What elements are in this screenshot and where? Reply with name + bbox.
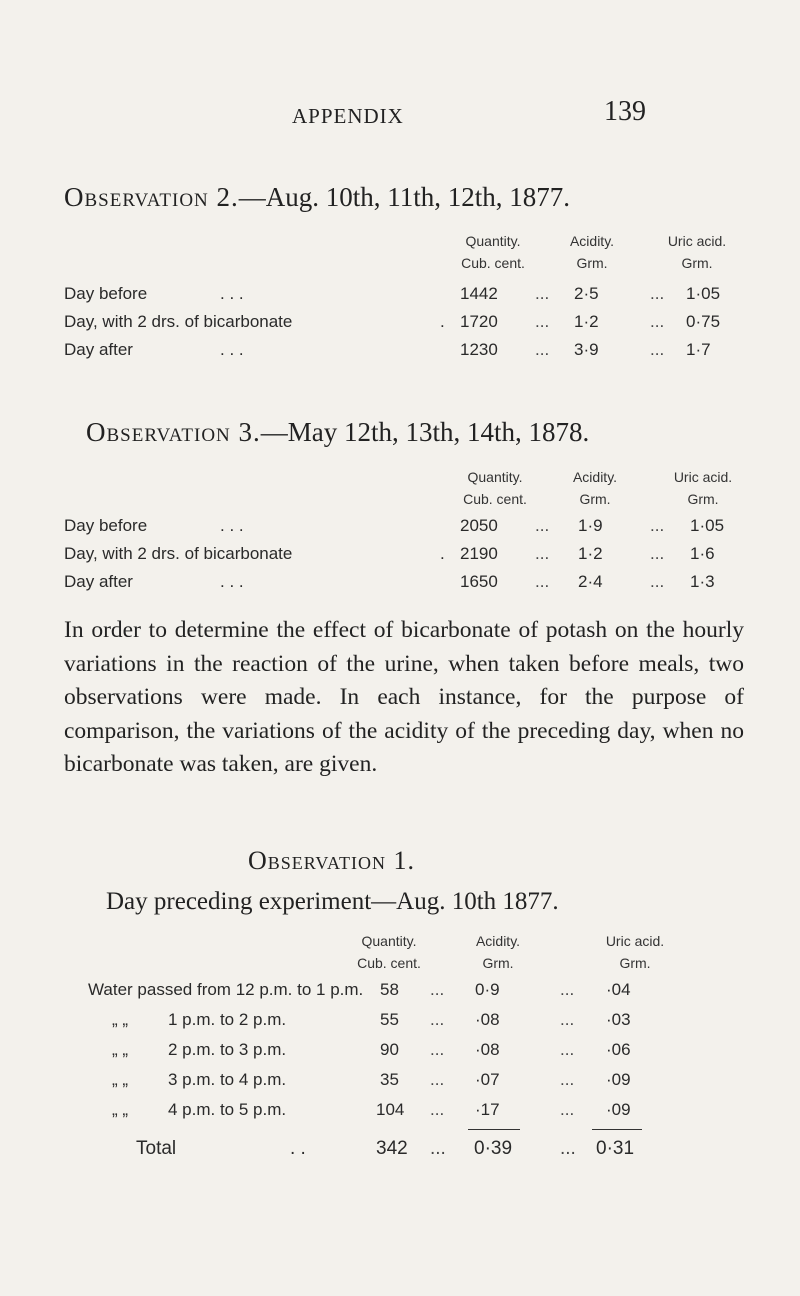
running-head: APPENDIX <box>292 104 404 128</box>
row-label: Water passed from 12 p.m. to 1 p.m. <box>88 980 364 999</box>
uric-value: 1·05 <box>690 516 725 535</box>
leader-dots: ... <box>650 340 665 359</box>
obs2-header-quantity <box>438 230 548 274</box>
row-label: Day after <box>64 572 133 591</box>
row-label: Day before <box>64 284 148 303</box>
total-quantity: 342 <box>376 1138 408 1159</box>
leader-dots: ... <box>560 1138 576 1159</box>
header-unit: Grm. <box>619 955 651 971</box>
leader-dots: ... <box>535 572 550 591</box>
acidity-value: ·07 <box>475 1070 500 1089</box>
leader-dots: . <box>440 312 445 331</box>
uric-value: 1·7 <box>686 340 711 359</box>
acidity-value: ·08 <box>475 1010 500 1029</box>
observation-2-dates: —Aug. 10th, 11th, 12th, 1877. <box>238 182 571 212</box>
sum-rule <box>592 1129 642 1130</box>
uric-value: 1·05 <box>686 284 721 303</box>
sum-rule <box>468 1129 520 1130</box>
acidity-value: 2·5 <box>574 284 599 303</box>
acidity-value: 1·2 <box>574 312 599 331</box>
observation-1-title <box>248 846 415 876</box>
table-row <box>0 1010 800 1040</box>
row-label: Day before <box>64 516 148 535</box>
paragraph-text: In order to determine the effect of bicarbonate of potash on the hourly variations in the reaction of the urine, when taken before meals, two observations were made. In each instance, for the purpose of comparison, the variations of the acidity of the preceding day, when no bicarbonate was taken, are given. <box>64 617 744 777</box>
leader-dots: ... <box>650 516 665 535</box>
leader-dots: ... <box>650 544 665 563</box>
observation-2-title <box>64 182 570 213</box>
ditto-marks: „ „ <box>112 1070 129 1089</box>
acidity-value: 1·2 <box>578 544 603 563</box>
row-label: Day, with 2 drs. of bicarbonate <box>64 312 293 331</box>
uric-value: ·09 <box>606 1070 631 1089</box>
obs2-header-uric <box>642 230 752 274</box>
leader-dots: ... <box>560 1100 575 1119</box>
obs3-header-acidity <box>545 466 645 510</box>
header-line: Quantity. <box>361 933 417 949</box>
header-line: Quantity. <box>467 469 523 485</box>
leader-dots: ... <box>560 1010 575 1029</box>
quantity-value: 2190 <box>460 544 498 563</box>
table-row <box>0 544 800 574</box>
ditto-marks: „ „ <box>112 1010 129 1029</box>
header-unit: Grm. <box>576 255 608 271</box>
row-label: 2 p.m. to 3 p.m. <box>168 1040 287 1059</box>
obs1-header-quantity <box>334 930 444 974</box>
header-unit: Grm. <box>579 491 611 507</box>
leader-dots: . . <box>290 1138 306 1159</box>
table-row <box>0 516 800 546</box>
header-line: Acidity. <box>572 469 618 485</box>
header-line: Uric acid. <box>673 469 733 485</box>
header-line: Uric acid. <box>605 933 665 949</box>
header-unit: Grm. <box>681 255 713 271</box>
header-unit: Cub. cent. <box>357 955 421 971</box>
obs1-header-uric <box>580 930 690 974</box>
acidity-value: 3·9 <box>574 340 599 359</box>
leader-dots: ... <box>535 340 550 359</box>
header-unit: Cub. cent. <box>463 491 527 507</box>
row-label: Day, with 2 drs. of bicarbonate <box>64 544 293 563</box>
observation-3-heading: Observation 3. <box>86 417 261 447</box>
table-row <box>0 284 800 314</box>
row-label: 1 p.m. to 2 p.m. <box>168 1010 287 1029</box>
leader-dots: ... <box>535 544 550 563</box>
uric-value: ·03 <box>606 1010 631 1029</box>
table-row <box>0 1070 800 1100</box>
leader-dots: ... <box>560 980 575 999</box>
leader-dots: ... <box>430 1100 445 1119</box>
leader-dots: ... <box>430 1010 445 1029</box>
table-row <box>0 980 800 1010</box>
quantity-value: 1650 <box>460 572 498 591</box>
uric-value: 0·75 <box>686 312 721 331</box>
quantity-value: 104 <box>376 1100 405 1119</box>
acidity-value: ·08 <box>475 1040 500 1059</box>
acidity-value: 1·9 <box>578 516 603 535</box>
row-label: 4 p.m. to 5 p.m. <box>168 1100 287 1119</box>
body-paragraph <box>64 614 744 782</box>
leader-dots: ... <box>535 312 550 331</box>
ditto-marks: „ „ <box>112 1040 129 1059</box>
ditto-marks: „ „ <box>112 1100 129 1119</box>
obs1-header-acidity <box>448 930 548 974</box>
row-label: Day after <box>64 340 133 359</box>
leader-dots: ... <box>650 572 665 591</box>
observation-3-dates: —May 12th, 13th, 14th, 1878. <box>260 417 590 447</box>
quantity-value: 2050 <box>460 516 498 535</box>
obs3-header-uric <box>648 466 758 510</box>
leader-dots: . . . <box>220 340 244 359</box>
uric-value: 1·3 <box>690 572 715 591</box>
table-row <box>0 1100 800 1130</box>
leader-dots: ... <box>560 1070 575 1089</box>
header-line: Uric acid. <box>667 233 727 249</box>
acidity-value: 2·4 <box>578 572 603 591</box>
row-label: 3 p.m. to 4 p.m. <box>168 1070 287 1089</box>
quantity-value: 1442 <box>460 284 498 303</box>
observation-3-title <box>86 417 589 448</box>
table-row <box>0 312 800 342</box>
total-acidity: 0·39 <box>474 1138 513 1159</box>
uric-value: ·06 <box>606 1040 631 1059</box>
leader-dots: . <box>440 544 445 563</box>
quantity-value: 90 <box>380 1040 399 1059</box>
leader-dots: ... <box>650 312 665 331</box>
leader-dots: ... <box>560 1040 575 1059</box>
leader-dots: . . . <box>220 284 244 303</box>
table-row <box>0 1040 800 1070</box>
total-row <box>0 1138 800 1168</box>
leader-dots: . . . <box>220 572 244 591</box>
leader-dots: ... <box>650 284 665 303</box>
total-uric: 0·31 <box>596 1138 635 1159</box>
table-row <box>0 572 800 602</box>
uric-value: 1·6 <box>690 544 715 563</box>
leader-dots: ... <box>535 516 550 535</box>
page-number: 139 <box>604 96 646 127</box>
observation-1-subtitle: Day preceding experiment—Aug. 10th 1877. <box>106 888 559 915</box>
observation-2-heading: Observation 2. <box>64 182 239 212</box>
quantity-value: 35 <box>380 1070 399 1089</box>
uric-value: ·04 <box>606 980 631 999</box>
leader-dots: . . . <box>220 516 244 535</box>
header-unit: Cub. cent. <box>461 255 525 271</box>
acidity-value: 0·9 <box>475 980 500 999</box>
header-line: Acidity. <box>569 233 615 249</box>
obs3-header-quantity <box>440 466 550 510</box>
header-unit: Grm. <box>687 491 719 507</box>
leader-dots: ... <box>535 284 550 303</box>
uric-value: ·09 <box>606 1100 631 1119</box>
quantity-value: 55 <box>380 1010 399 1029</box>
leader-dots: ... <box>430 1070 445 1089</box>
leader-dots: ... <box>430 980 445 999</box>
quantity-value: 1720 <box>460 312 498 331</box>
leader-dots: ... <box>430 1040 445 1059</box>
quantity-value: 1230 <box>460 340 498 359</box>
header-line: Quantity. <box>465 233 521 249</box>
acidity-value: ·17 <box>475 1100 500 1119</box>
header-unit: Grm. <box>482 955 514 971</box>
quantity-value: 58 <box>380 980 399 999</box>
total-label: Total <box>136 1138 177 1159</box>
obs2-header-acidity <box>542 230 642 274</box>
observation-1-heading: Observation 1. <box>248 846 416 875</box>
leader-dots: ... <box>430 1138 446 1159</box>
header-line: Acidity. <box>475 933 521 949</box>
table-row <box>0 340 800 370</box>
